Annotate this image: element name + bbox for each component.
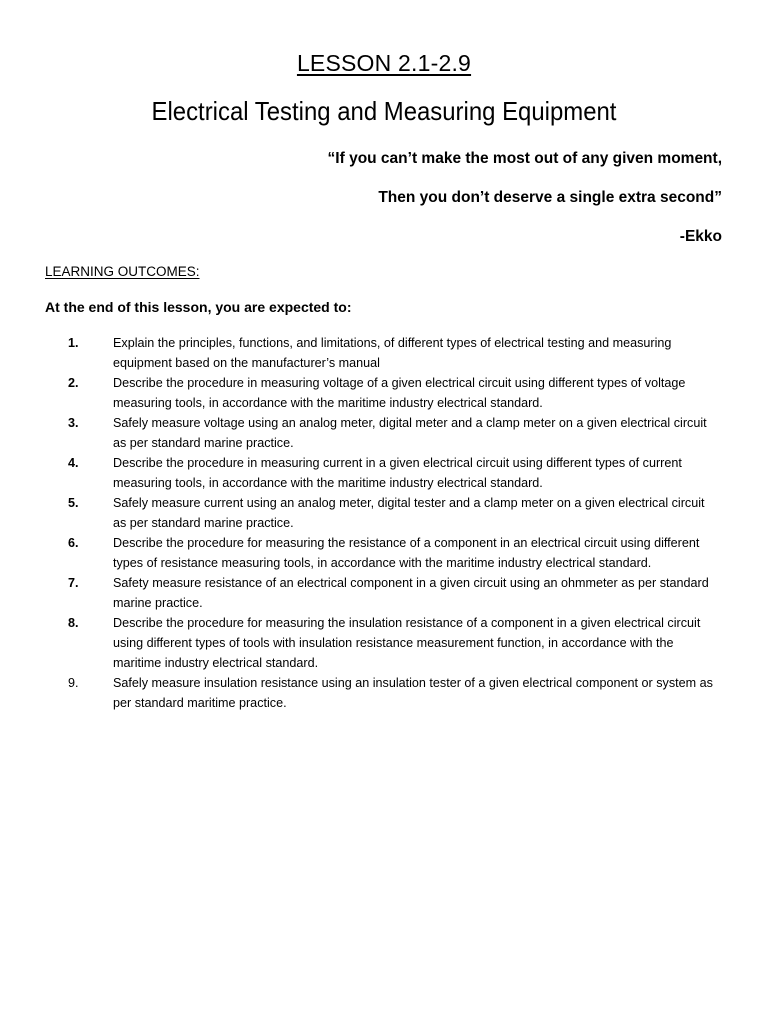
- list-item-text: Describe the procedure in measuring voltage of a given electrical circuit using different types of voltage measuring tools, in accordance with the maritime industry electrical standard.: [113, 376, 686, 410]
- list-item: [68, 413, 718, 453]
- list-item-number: 9.: [68, 676, 79, 690]
- list-item: [68, 453, 718, 493]
- list-item-number: 2.: [68, 376, 79, 390]
- list-item-number: 4.: [68, 456, 79, 470]
- list-item-text: Describe the procedure for measuring the insulation resistance of a component in a given electrical circuit using different types of tools with insulation resistance measurement function, in accordance with the maritime industry electrical standard.: [113, 616, 701, 670]
- list-item-number: 3.: [68, 416, 79, 430]
- list-item-text: Describe the procedure in measuring current in a given electrical circuit using different types of current measuring tools, in accordance with the maritime industry electrical standard.: [113, 456, 682, 490]
- list-item: [68, 533, 718, 573]
- list-item-text: Safely measure voltage using an analog meter, digital meter and a clamp meter on a given electrical circuit as per standard marine practice.: [113, 416, 707, 450]
- learning-outcomes-heading: LEARNING OUTCOMES:: [45, 264, 200, 279]
- list-item-number: 8.: [68, 616, 79, 630]
- list-item-number: 7.: [68, 576, 79, 590]
- learning-outcomes-list: [68, 333, 718, 713]
- list-item-text: Describe the procedure for measuring the resistance of a component in an electrical circuit using different types of resistance measuring tools, in accordance with the maritime industry electrical standard.: [113, 536, 700, 570]
- list-item-number: 6.: [68, 536, 79, 550]
- list-item: [68, 493, 718, 533]
- list-item-text: Explain the principles, functions, and limitations, of different types of electrical testing and measuring equipment based on the manufacturer’s manual: [113, 336, 672, 370]
- quote-line-1: “If you can’t make the most out of any given moment,: [327, 150, 722, 167]
- list-item: [68, 613, 718, 673]
- lesson-code: LESSON 2.1-2.9: [296, 50, 472, 76]
- learning-outcomes-intro: At the end of this lesson, you are expected to:: [45, 299, 352, 315]
- list-item-text: Safely measure current using an analog meter, digital tester and a clamp meter on a given electrical circuit as per standard marine practice.: [113, 496, 705, 530]
- list-item: [68, 573, 718, 613]
- list-item: [68, 673, 718, 713]
- quote-line-2: Then you don’t deserve a single extra second”: [378, 189, 722, 206]
- list-item-number: 1.: [68, 336, 79, 350]
- list-item-number: 5.: [68, 496, 79, 510]
- list-item-text: Safely measure insulation resistance using an insulation tester of a given electrical component or system as per standard maritime practice.: [113, 676, 713, 710]
- list-item: [68, 333, 718, 373]
- list-item-text: Safety measure resistance of an electrical component in a given circuit using an ohmmeter as per standard marine practice.: [113, 576, 709, 610]
- list-item: [68, 373, 718, 413]
- quote-author: -Ekko: [679, 228, 722, 245]
- page-title: Electrical Testing and Measuring Equipment: [151, 96, 617, 126]
